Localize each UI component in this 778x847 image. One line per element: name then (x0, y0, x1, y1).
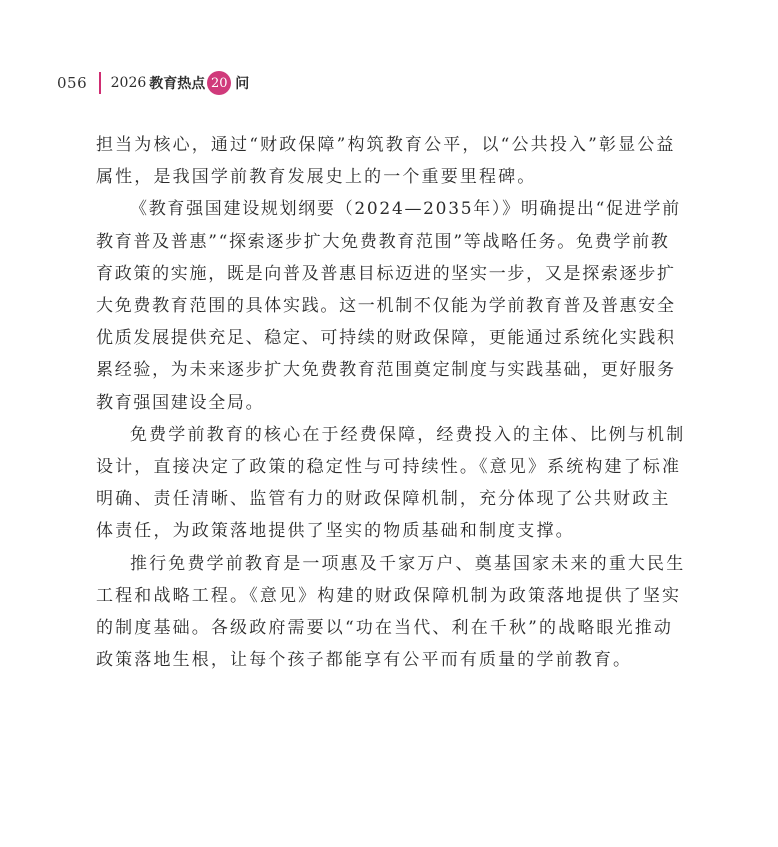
number-badge: 20 (207, 71, 231, 95)
page-number: 056 (57, 74, 88, 92)
body-text (96, 129, 688, 676)
paragraph: 《教育强国建设规划纲要（2024—2035年）》明确提出“促进学前教育普及普惠”“探索逐步扩大免费教育范围”等战略任务。免费学前教育政策的实施，既是向普及普惠目标迈进的坚实一步，又是探索逐步扩大免费教育范围的具体实践。这一机制不仅能为学前教育普及普惠安全优质发展提供充足、稳定、可持续的财政保障，更能通过系统化实践积累经验，为未来逐步扩大免费教育范围奠定制度与实践基础，更好服务教育强国建设全局。 (96, 199, 681, 413)
running-header (57, 68, 249, 98)
book-title (111, 71, 250, 95)
book-title-year: 2026 (110, 75, 147, 91)
book-title-text: 教育热点 (149, 76, 206, 92)
book-title-suffix: 问 (235, 76, 250, 92)
paragraph: 推行免费学前教育是一项惠及千家万户、奠基国家未来的重大民生工程和战略工程。《意见》构建的财政保障机制为政策落地提供了坚实的制度基础。各级政府需要以“功在当代、利在千秋”的战略眼光推动政策落地生根，让每个孩子都能享有公平而有质量的学前教育。 (96, 553, 686, 671)
paragraph-continued: 担当为核心，通过“财政保障”构筑教育公平，以“公共投入”彰显公益属性，是我国学前教育发展史上的一个重要里程碑。 (96, 135, 676, 188)
header-divider (99, 72, 101, 94)
paragraph: 免费学前教育的核心在于经费保障，经费投入的主体、比例与机制设计，直接决定了政策的稳定性与可持续性。《意见》系统构建了标准明确、责任清晰、监管有力的财政保障机制，充分体现了公共财政主体责任，为政策落地提供了坚实的物质基础和制度支撑。 (96, 424, 686, 542)
